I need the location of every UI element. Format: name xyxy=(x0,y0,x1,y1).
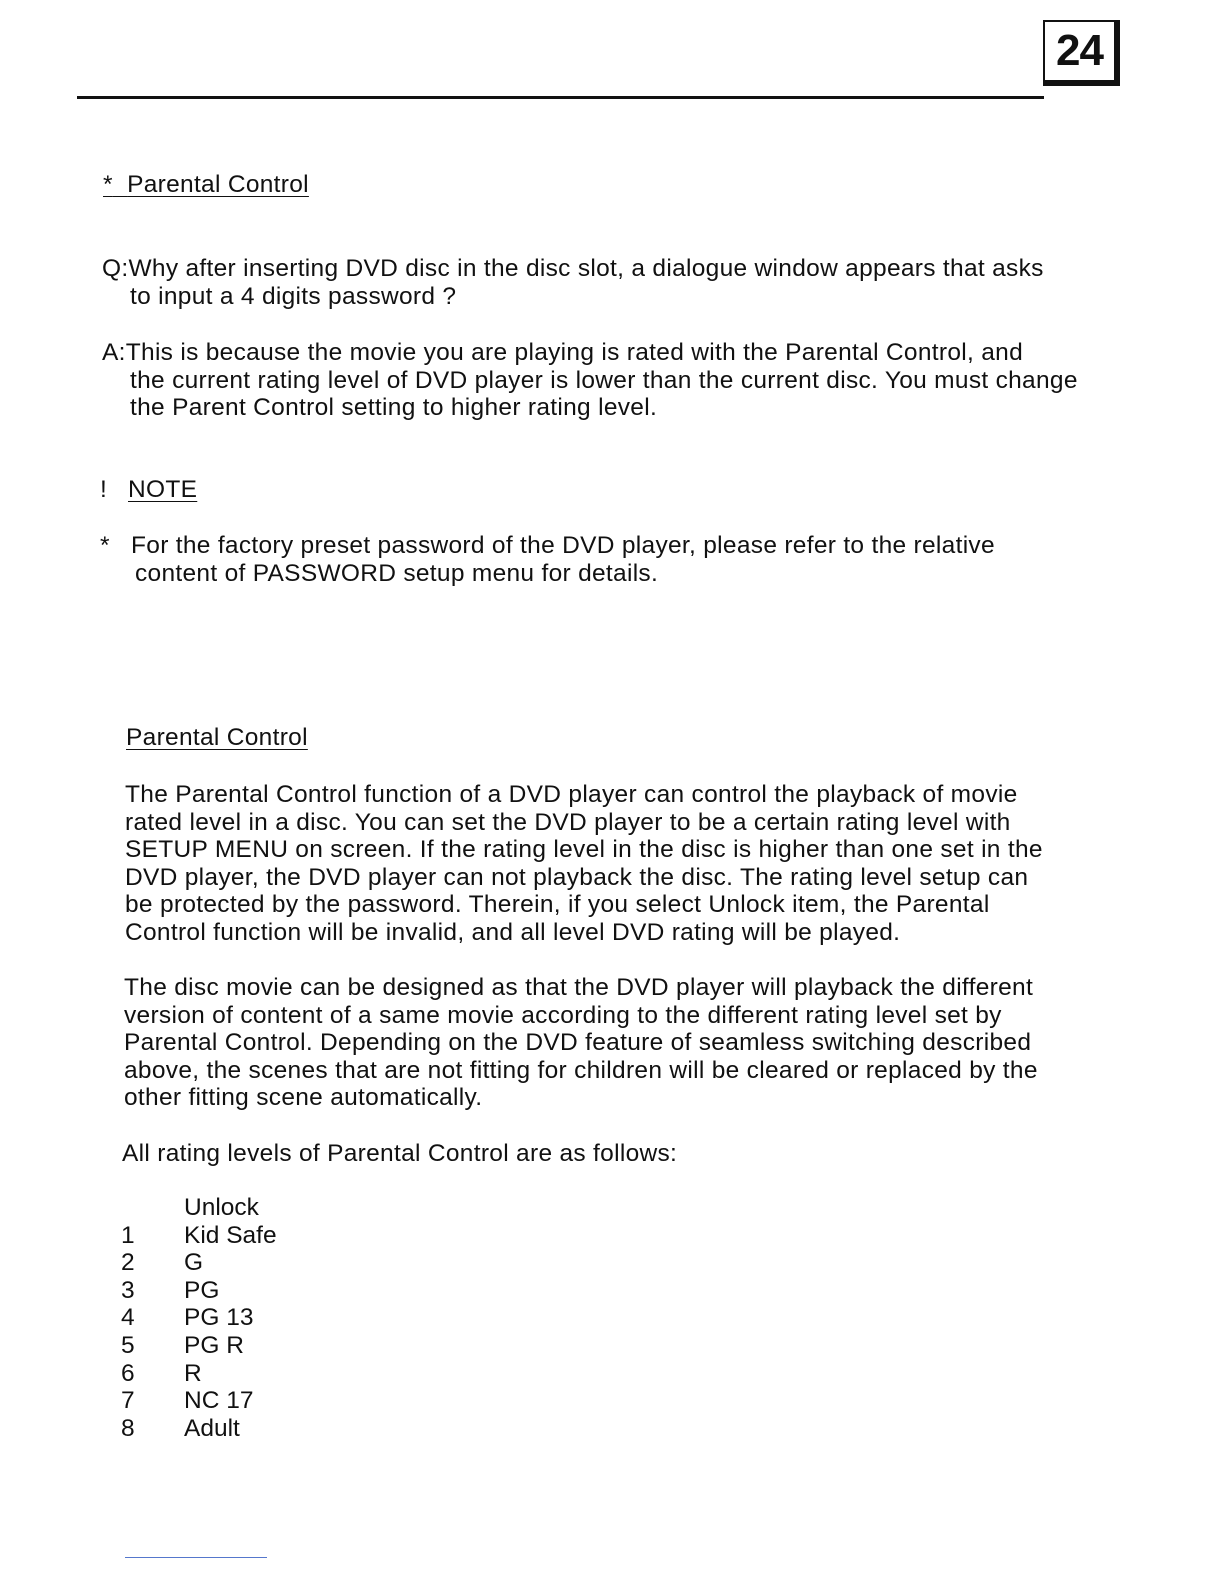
note-title: NOTE xyxy=(128,476,198,503)
paragraph-1-line: be protected by the password. Therein, if you select Unlock item, the Parental xyxy=(125,891,990,918)
rating-level-number: 7 xyxy=(121,1387,135,1414)
paragraph-1-line: SETUP MENU on screen. If the rating level in the disc is higher than one set in the xyxy=(125,836,1043,863)
paragraph-1-line: Control function will be invalid, and all level DVD rating will be played. xyxy=(125,918,901,946)
rating-level-label: PG R xyxy=(184,1332,244,1359)
rating-level-number: 4 xyxy=(121,1304,135,1331)
question-line-1: Q:Why after inserting DVD disc in the disc slot, a dialogue window appears that asks xyxy=(102,255,1044,282)
answer-line-3: the Parent Control setting to higher rating level. xyxy=(130,394,658,421)
header-divider xyxy=(77,96,1044,99)
rating-level-number: 3 xyxy=(121,1277,135,1304)
rating-level-row xyxy=(121,1387,253,1415)
rating-level-label: NC 17 xyxy=(184,1387,254,1414)
rating-level-label: Kid Safe xyxy=(184,1222,277,1249)
paragraph-2-line: The disc movie can be designed as that the DVD player will playback the different xyxy=(124,974,1034,1001)
footer-divider xyxy=(125,1557,267,1558)
rating-level-number: 2 xyxy=(121,1249,135,1276)
rating-level-row xyxy=(121,1415,240,1443)
note-marker: ! xyxy=(100,476,108,503)
rating-level-row xyxy=(121,1332,244,1360)
answer-line-1: A:This is because the movie you are playing is rated with the Parental Control, and xyxy=(102,339,1023,366)
rating-level-number: 8 xyxy=(121,1415,135,1442)
rating-level-number: 1 xyxy=(121,1222,135,1249)
faq-section-title: Parental Control xyxy=(127,171,309,198)
rating-level-label: Adult xyxy=(184,1415,240,1442)
note-bullet: * xyxy=(100,532,110,559)
note-line-2: content of PASSWORD setup menu for details. xyxy=(135,560,659,587)
note-line-1: For the factory preset password of the DVD player, please refer to the relative xyxy=(131,532,995,559)
paragraph-2-line: above, the scenes that are not fitting for children will be cleared or replaced by the xyxy=(124,1056,1038,1084)
faq-section-heading xyxy=(103,171,309,199)
rating-level-row xyxy=(121,1304,253,1332)
rating-level-number: 6 xyxy=(121,1360,135,1387)
paragraph-2-line: version of content of a same movie according to the different rating level set by xyxy=(124,1001,1002,1029)
parental-section-title: Parental Control xyxy=(126,724,308,751)
rating-level-label: G xyxy=(184,1249,204,1276)
paragraph-1 xyxy=(125,781,1043,946)
rating-level-row xyxy=(121,1194,259,1222)
rating-level-label: R xyxy=(184,1360,202,1387)
paragraph-1-line: rated level in a disc. You can set the DVD player to be a certain rating level with xyxy=(125,808,1011,836)
rating-level-label: PG 13 xyxy=(184,1304,254,1331)
question-line-2: to input a 4 digits password ? xyxy=(130,283,457,310)
rating-level-label: Unlock xyxy=(184,1194,259,1221)
paragraph-2-line: Parental Control. Depending on the DVD feature of seamless switching described xyxy=(124,1029,1032,1056)
levels-intro: All rating levels of Parental Control are as follows: xyxy=(122,1140,678,1167)
rating-level-row xyxy=(121,1360,202,1388)
rating-level-row xyxy=(121,1222,277,1250)
paragraph-2-line: other fitting scene automatically. xyxy=(124,1084,483,1111)
page-number: 24 xyxy=(1043,20,1120,86)
rating-level-label: PG xyxy=(184,1277,220,1304)
faq-marker: * xyxy=(103,171,113,198)
rating-level-row xyxy=(121,1277,219,1305)
paragraph-1-line: DVD player, the DVD player can not playback the disc. The rating level setup can xyxy=(125,863,1029,891)
answer-line-2: the current rating level of DVD player is lower than the current disc. You must change xyxy=(130,367,1078,394)
paragraph-2 xyxy=(124,974,1038,1112)
rating-level-number: 5 xyxy=(121,1332,135,1359)
rating-level-row xyxy=(121,1249,203,1277)
paragraph-1-line: The Parental Control function of a DVD player can control the playback of movie xyxy=(125,781,1018,808)
